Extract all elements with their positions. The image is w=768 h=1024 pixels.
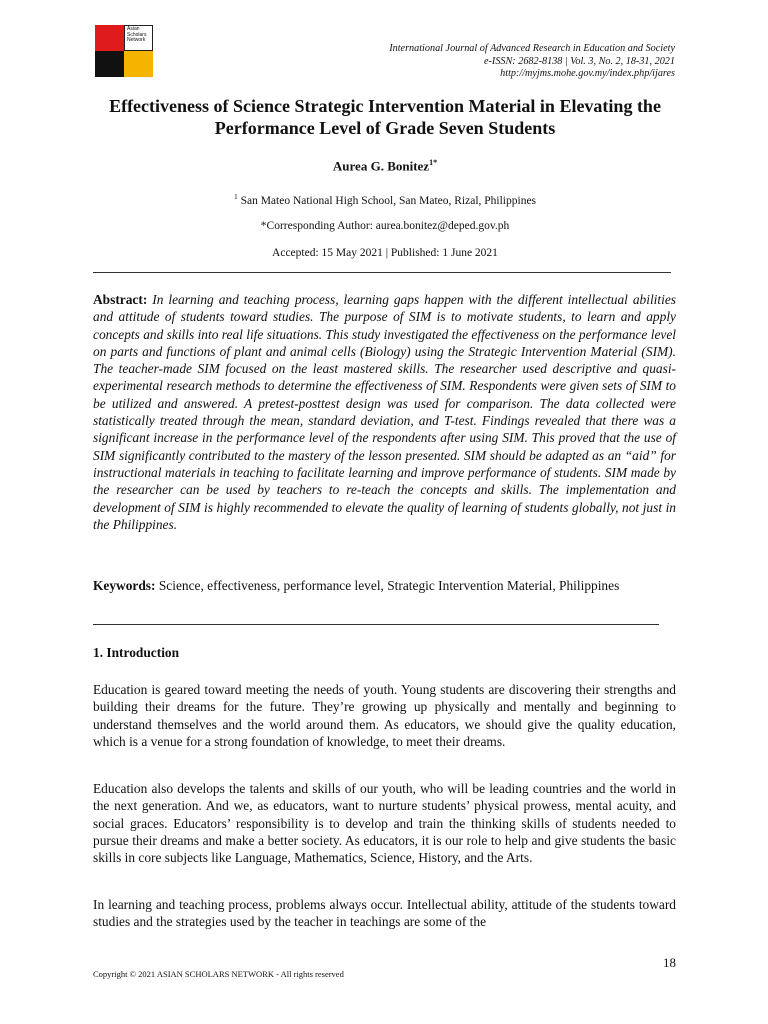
logo-text-line: Network	[127, 37, 146, 44]
author-sup: 1*	[429, 158, 438, 167]
abstract-label: Abstract:	[93, 292, 148, 307]
page-number: 18	[663, 955, 676, 970]
keywords-text: Science, effectiveness, performance level, Strategic Intervention Material, Philippines	[158, 578, 620, 593]
body-paragraph: Education also develops the talents and skills of our youth, who will be leading countries and the world in the next generation. And we, as educators, want to nurture students’ physical prowess, mental acuity, and social graces. Educators’ responsibility is to develop and train the thinking skills of students needed to pursue their dreams and make a better society. As educators, it is our role to help and give students the basic skills in core subjects like Language, Mathematics, Science, History, and the Arts.	[93, 781, 676, 866]
body-paragraph: Education is geared toward meeting the needs of youth. Young students are discovering their strengths and building their dreams for the future. They’re growing up physically and mentally and beginning to understand themselves and the world around them. As educators, we should give the quality education, which is a venue for a strong foundation of knowledge, to meet their dreams.	[93, 682, 676, 749]
body-paragraph: In learning and teaching process, problems always occur. Intellectual ability, attitude of the students toward studies and the strategies used by the teacher in teachings are some of the	[93, 897, 676, 930]
keywords-label: Keywords:	[93, 578, 156, 593]
section-heading: 1. Introduction	[93, 645, 180, 660]
journal-header	[389, 43, 675, 81]
publisher-logo	[95, 25, 153, 77]
divider-rule	[93, 272, 671, 273]
affiliation-text: San Mateo National High School, San Mateo, Rizal, Philippines	[240, 194, 537, 207]
journal-url[interactable]: http://myjms.mohe.gov.my/index.php/ijares	[500, 68, 675, 79]
logo-yellow-block	[124, 51, 153, 77]
logo-text-line: Scholars	[127, 31, 147, 38]
affiliation-sup: 1	[233, 192, 238, 201]
author-name: Aurea G. Bonitez	[332, 158, 430, 174]
logo-red-block	[95, 25, 124, 51]
copyright-footer: Copyright © 2021 ASIAN SCHOLARS NETWORK - All rights reserved	[93, 969, 344, 979]
abstract	[93, 291, 676, 533]
logo-text-line: Asian	[127, 26, 140, 32]
logo-black-block	[95, 51, 124, 77]
publication-dates: Accepted: 15 May 2021 | Published: 1 June 2021	[272, 247, 498, 259]
corresponding-author: *Corresponding Author: aurea.bonitez@deped.gov.ph	[260, 220, 510, 232]
affiliation	[95, 192, 675, 207]
paper-title: Effectiveness of Science Strategic Intervention Material in Elevating the Performance Level of Grade Seven Students	[109, 96, 661, 138]
divider-rule	[93, 624, 659, 625]
logo-text-block	[124, 25, 153, 51]
journal-name: International Journal of Advanced Research in Education and Society	[389, 43, 675, 54]
keywords	[93, 577, 676, 594]
author-line	[95, 158, 675, 174]
journal-issn: e-ISSN: 2682-8138 | Vol. 3, No. 2, 18-31, 2021	[484, 55, 675, 67]
abstract-text: In learning and teaching process, learning gaps happen with the different intellectual abilities and attitude of students toward studies. The purpose of SIM is to motivate students, to learn and apply concepts and skills into real life situations. This study investigated the effectiveness on the performance level on parts and functions of plant and animal cells (Biology) using the Strategic Intervention Material (SIM). The teacher-made SIM focused on the least mastered skills. The researcher used descriptive and quasi-experimental research methods to determine the effectiveness of SIM. Respondents were given sets of SIM to be utilized and answered. A pretest-posttest design was used for comparison. The data collected were statistically treated through the mean, standard deviation, and T-test. Findings revealed that there was a significant increase in the performance level of the respondents after using SIM. This proved that the use of SIM significantly contributed to the mastery of the lesson presented. SIM should be adapted as an “aid” for instructional materials in teaching to facilitate learning and improve performance of students. SIM made by the researcher can be used by teachers to re-teach the concepts and skills. The implementation and development of SIM is highly recommended to elevate the quality of learning of students globally, not just in the Philippines.	[93, 292, 677, 532]
